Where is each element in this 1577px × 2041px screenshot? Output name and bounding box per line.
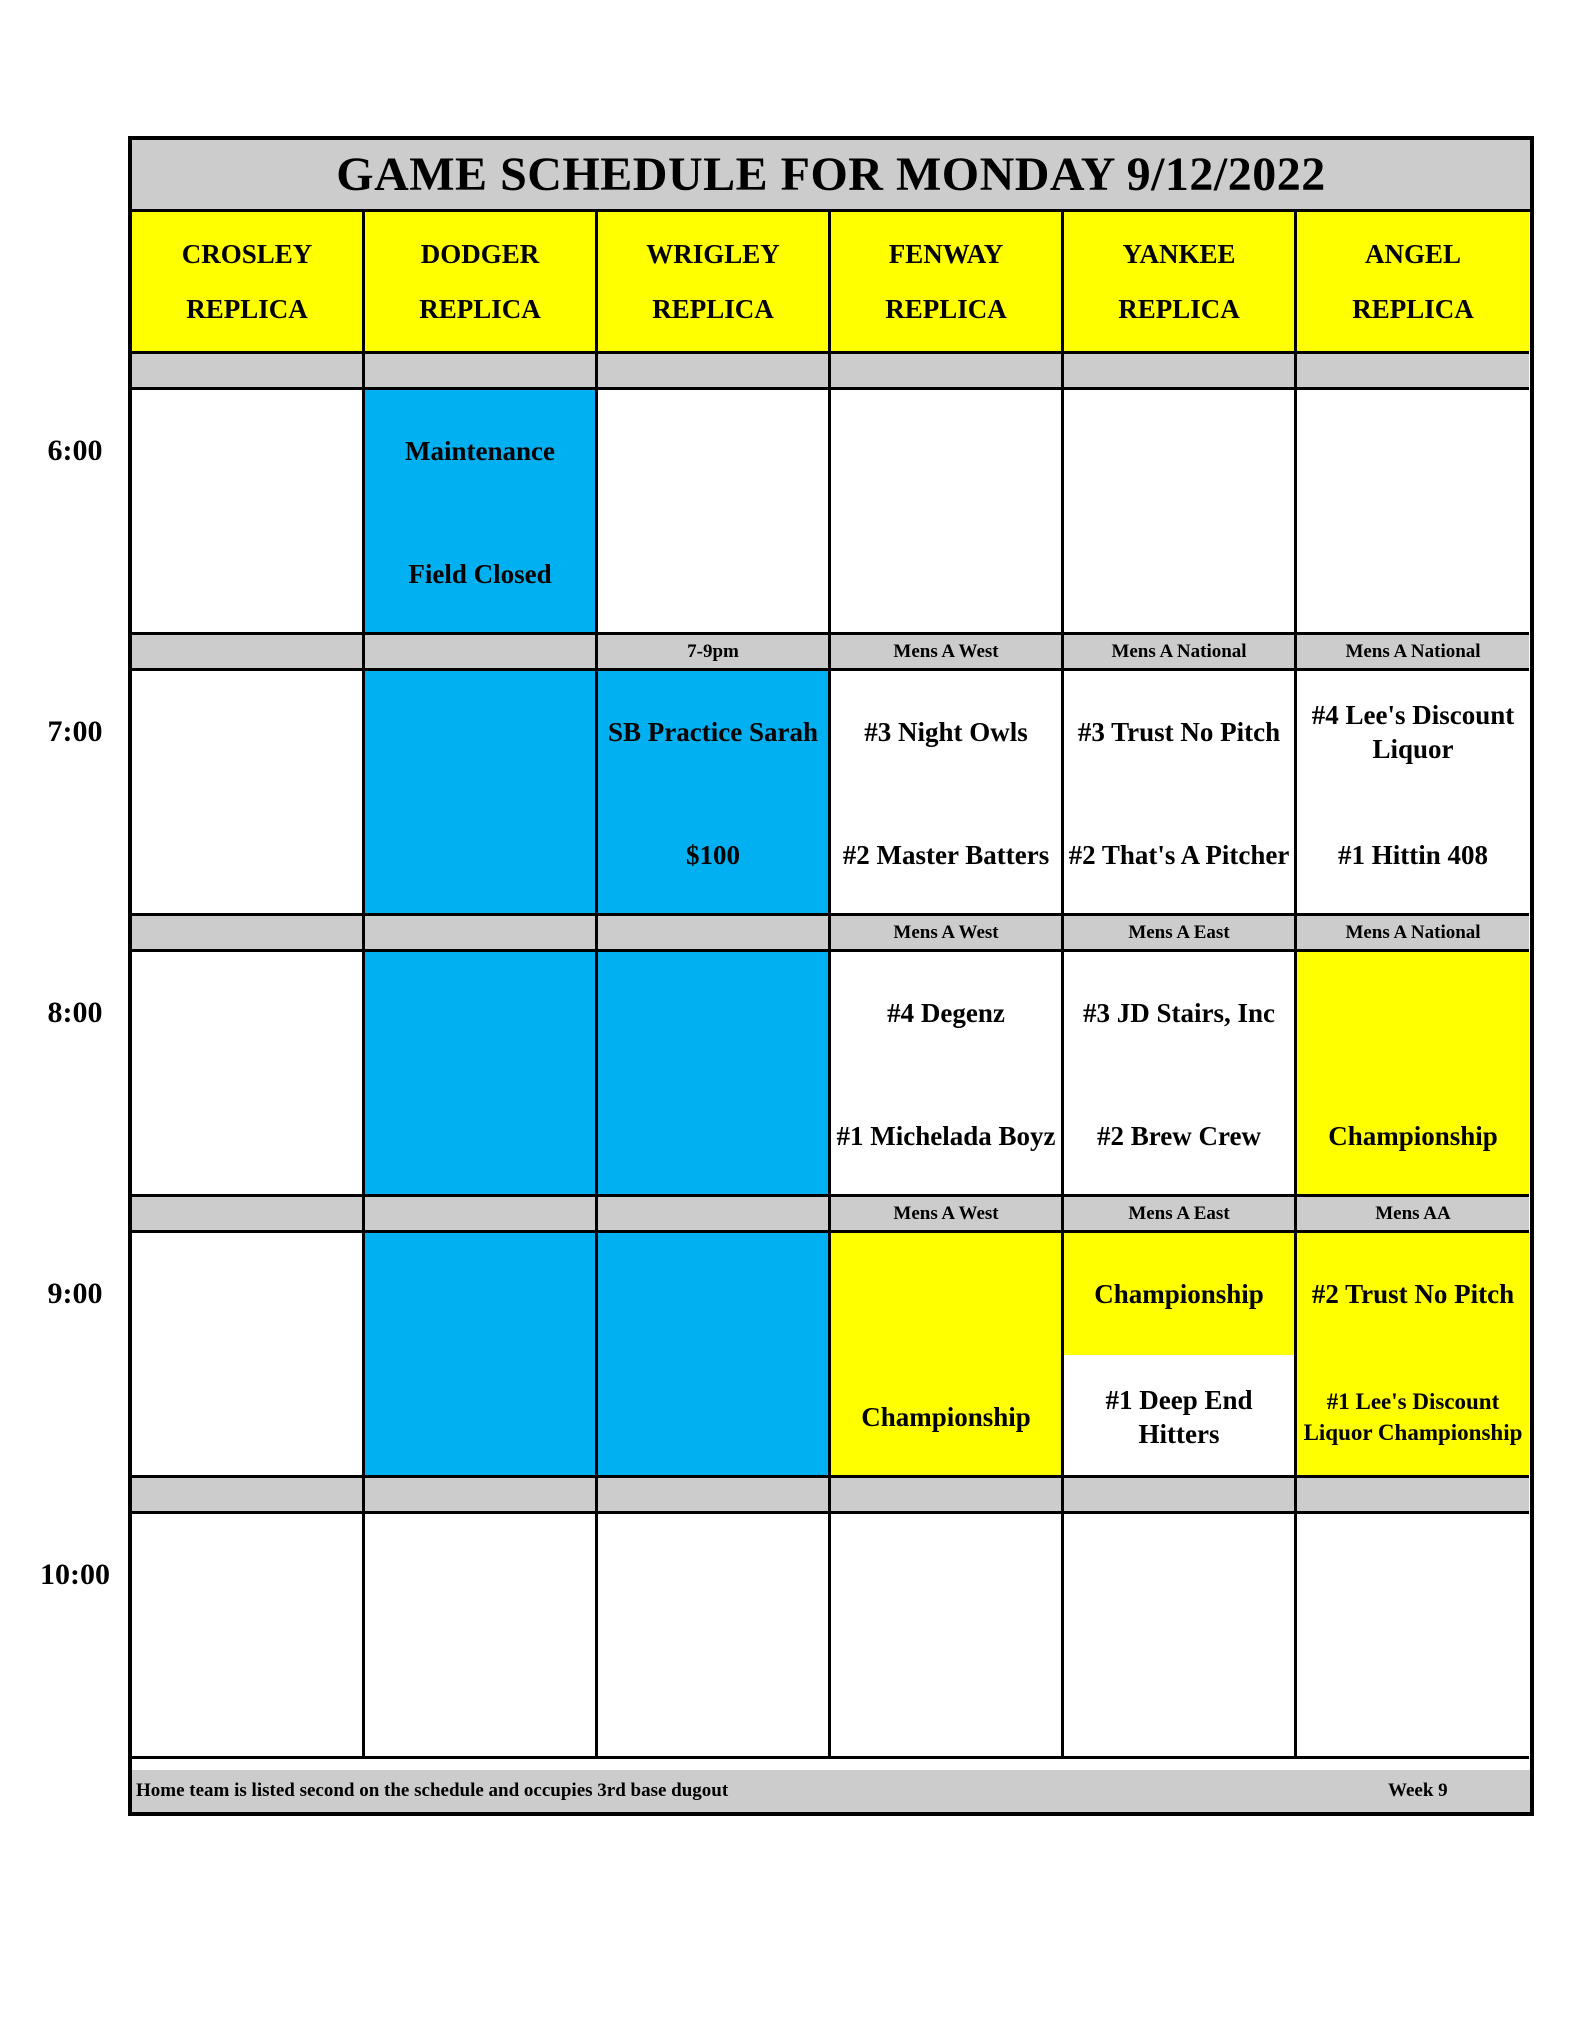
game-slot: [1064, 1514, 1297, 1759]
away-team: #3 Night Owls: [864, 717, 1028, 747]
division-label: Mens A East: [1064, 916, 1297, 952]
division-label: [365, 1478, 598, 1514]
home-team: $100: [686, 840, 740, 870]
game-slot: [598, 1514, 831, 1759]
away-team: Championship: [1094, 1279, 1264, 1309]
division-label: [365, 1197, 598, 1233]
time-label: 10:00: [40, 1558, 110, 1591]
home-team: Field Closed: [408, 559, 552, 589]
field-type: REPLICA: [419, 293, 541, 324]
home-team: Championship: [861, 1402, 1031, 1432]
division-label: [598, 1197, 831, 1233]
game-slot: [132, 952, 365, 1197]
field-name: DODGER: [420, 238, 540, 269]
game-slot: [598, 390, 831, 635]
division-label: Mens A National: [1297, 635, 1529, 671]
division-label: Mens AA: [1297, 1197, 1529, 1233]
time-label: 8:00: [47, 996, 103, 1029]
game-slot: [1297, 952, 1529, 1197]
game-slot: [1297, 1514, 1529, 1759]
time-label: 7:00: [47, 715, 103, 748]
division-label: Mens A National: [1297, 916, 1529, 952]
field-name: YANKEE: [1122, 238, 1236, 269]
game-slot: [1297, 390, 1529, 635]
game-slot: [1064, 390, 1297, 635]
game-slot: [365, 390, 598, 635]
schedule-table: [128, 136, 1534, 1816]
field-name: CROSLEY: [181, 238, 313, 269]
field-header-crosley: [132, 212, 365, 354]
footer-bar: [132, 1770, 1530, 1812]
footer-week: Week 9: [1388, 1780, 1448, 1801]
division-label: 7-9pm: [598, 635, 831, 671]
game-slot: [831, 952, 1064, 1197]
field-type: REPLICA: [1118, 293, 1240, 324]
game-slot: [1064, 671, 1297, 916]
division-label: [831, 1478, 1064, 1514]
game-slot: [365, 671, 598, 916]
game-slot: [598, 1233, 831, 1478]
division-label: Mens A West: [831, 635, 1064, 671]
away-team: #3 Trust No Pitch: [1077, 717, 1281, 747]
home-team: #2 That's A Pitcher: [1068, 840, 1290, 870]
field-type: REPLICA: [885, 293, 1007, 324]
division-label: [365, 635, 598, 671]
field-header-angel: [1297, 212, 1529, 354]
away-team: #4 Lee's Discount Liquor: [1311, 700, 1515, 764]
home-team: #1 Michelada Boyz: [836, 1121, 1056, 1151]
game-slot: [132, 671, 365, 916]
home-team: #1 Deep End Hitters: [1105, 1385, 1253, 1449]
footer-note: Home team is listed second on the schedule and occupies 3rd base dugout: [136, 1780, 729, 1801]
division-label: [598, 1478, 831, 1514]
game-slot: [1064, 952, 1297, 1197]
away-team: SB Practice Sarah: [608, 717, 818, 747]
home-team: Championship: [1328, 1121, 1498, 1151]
page-title: GAME SCHEDULE FOR MONDAY 9/12/2022: [132, 140, 1530, 212]
time-label: 9:00: [47, 1277, 103, 1310]
game-slot: [831, 1233, 1064, 1478]
away-team: Maintenance: [405, 436, 555, 466]
division-label: [365, 916, 598, 952]
division-label: [132, 635, 365, 671]
game-slot: [831, 390, 1064, 635]
field-type: REPLICA: [186, 293, 308, 324]
division-label: [598, 916, 831, 952]
game-slot: [132, 1233, 365, 1478]
division-label: Mens A East: [1064, 1197, 1297, 1233]
home-team: #1 Hittin 408: [1337, 840, 1488, 870]
away-team: #2 Trust No Pitch: [1311, 1279, 1515, 1309]
game-slot: [1297, 671, 1529, 916]
division-label: Mens A West: [831, 916, 1064, 952]
division-label: [1297, 1478, 1529, 1514]
division-label: [132, 1197, 365, 1233]
game-slot: [598, 952, 831, 1197]
game-slot: [1297, 1233, 1529, 1478]
home-team: #1 Lee's Discount Liquor Championship: [1303, 1389, 1523, 1445]
field-header-dodger: [365, 212, 598, 354]
division-label: [598, 354, 831, 390]
division-label: [365, 354, 598, 390]
field-name: WRIGLEY: [646, 238, 780, 269]
home-team: #2 Brew Crew: [1097, 1121, 1261, 1151]
game-slot: [1064, 1233, 1297, 1478]
field-type: REPLICA: [1352, 293, 1474, 324]
division-label: [831, 354, 1064, 390]
away-team: #4 Degenz: [887, 998, 1005, 1028]
away-team: #3 JD Stairs, Inc: [1082, 998, 1275, 1028]
game-slot: [831, 671, 1064, 916]
division-label: [132, 916, 365, 952]
game-slot: [132, 1514, 365, 1759]
field-header-wrigley: [598, 212, 831, 354]
field-header-yankee: [1064, 212, 1297, 354]
division-label: [132, 354, 365, 390]
game-slot: [598, 671, 831, 916]
division-label: [1064, 1478, 1297, 1514]
division-label: Mens A West: [831, 1197, 1064, 1233]
time-label: 6:00: [47, 434, 103, 467]
field-name: ANGEL: [1364, 238, 1462, 269]
division-label: [1064, 354, 1297, 390]
home-team: #2 Master Batters: [842, 840, 1050, 870]
game-slot: [132, 390, 365, 635]
game-slot: [365, 1233, 598, 1478]
division-label: [1297, 354, 1529, 390]
game-slot: [365, 952, 598, 1197]
field-name: FENWAY: [888, 238, 1004, 269]
game-slot: [831, 1514, 1064, 1759]
field-type: REPLICA: [652, 293, 774, 324]
field-header-fenway: [831, 212, 1064, 354]
division-label: Mens A National: [1064, 635, 1297, 671]
division-label: [132, 1478, 365, 1514]
game-slot: [365, 1514, 598, 1759]
